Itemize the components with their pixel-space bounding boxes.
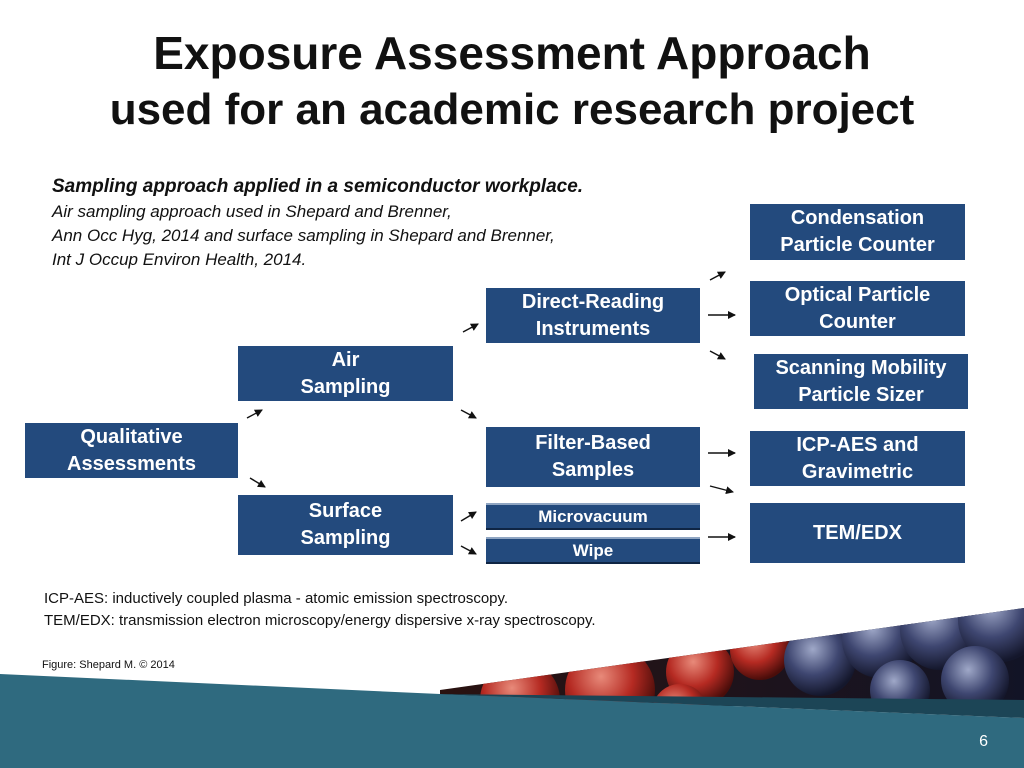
node-condensation-particle-counter: Condensation Particle Counter (750, 204, 965, 260)
arrow-filter-to-tem (710, 486, 733, 492)
node-wipe: Wipe (486, 537, 700, 564)
abbreviation-notes (44, 588, 596, 632)
slide-subtitle: used for an academic research project (109, 85, 915, 134)
node-surface-sampling: Surface Sampling (238, 495, 453, 555)
figure-credit: Figure: Shepard M. © 2014 (42, 659, 175, 671)
arrow-qualitative-to-surface (250, 478, 265, 487)
intro-line: Ann Occ Hyg, 2014 and surface sampling in Shepard and Brenner, (52, 226, 555, 245)
slide-title: Exposure Assessment Approach (153, 27, 871, 79)
node-microvacuum: Microvacuum (486, 503, 700, 530)
note-tem-edx: TEM/EDX: transmission electron microscopy/energy dispersive x-ray spectroscopy. (44, 612, 596, 629)
node-filter-based-samples: Filter-Based Samples (486, 427, 700, 487)
node-icp-aes-gravimetric: ICP-AES and Gravimetric (750, 431, 965, 486)
node-qualitative-assessments: Qualitative Assessments (25, 423, 238, 478)
note-icp-aes: ICP-AES: inductively coupled plasma - atomic emission spectroscopy. (44, 590, 509, 607)
arrow-surface-to-microvacuum (461, 512, 476, 521)
intro-line: Air sampling approach used in Shepard and Brenner, (52, 202, 452, 221)
node-scanning-mobility-particle-sizer: Scanning Mobility Particle Sizer (754, 354, 968, 409)
node-optical-particle-counter: Optical Particle Counter (750, 281, 965, 336)
page-number: 6 (979, 733, 988, 750)
intro-lead: Sampling approach applied in a semiconductor workplace. (52, 176, 584, 197)
arrow-qualitative-to-air (247, 410, 262, 418)
node-direct-reading-instruments: Direct-Reading Instruments (486, 288, 700, 343)
arrow-direct-to-smps (710, 351, 725, 359)
arrow-air-to-direct (463, 324, 478, 332)
arrow-direct-to-cpc (710, 272, 725, 280)
arrow-air-to-filter (461, 410, 476, 418)
node-air-sampling: Air Sampling (238, 346, 453, 401)
intro-line: Int J Occup Environ Health, 2014. (52, 250, 307, 269)
node-tem-edx: TEM/EDX (750, 503, 965, 563)
arrow-surface-to-wipe (461, 546, 476, 554)
